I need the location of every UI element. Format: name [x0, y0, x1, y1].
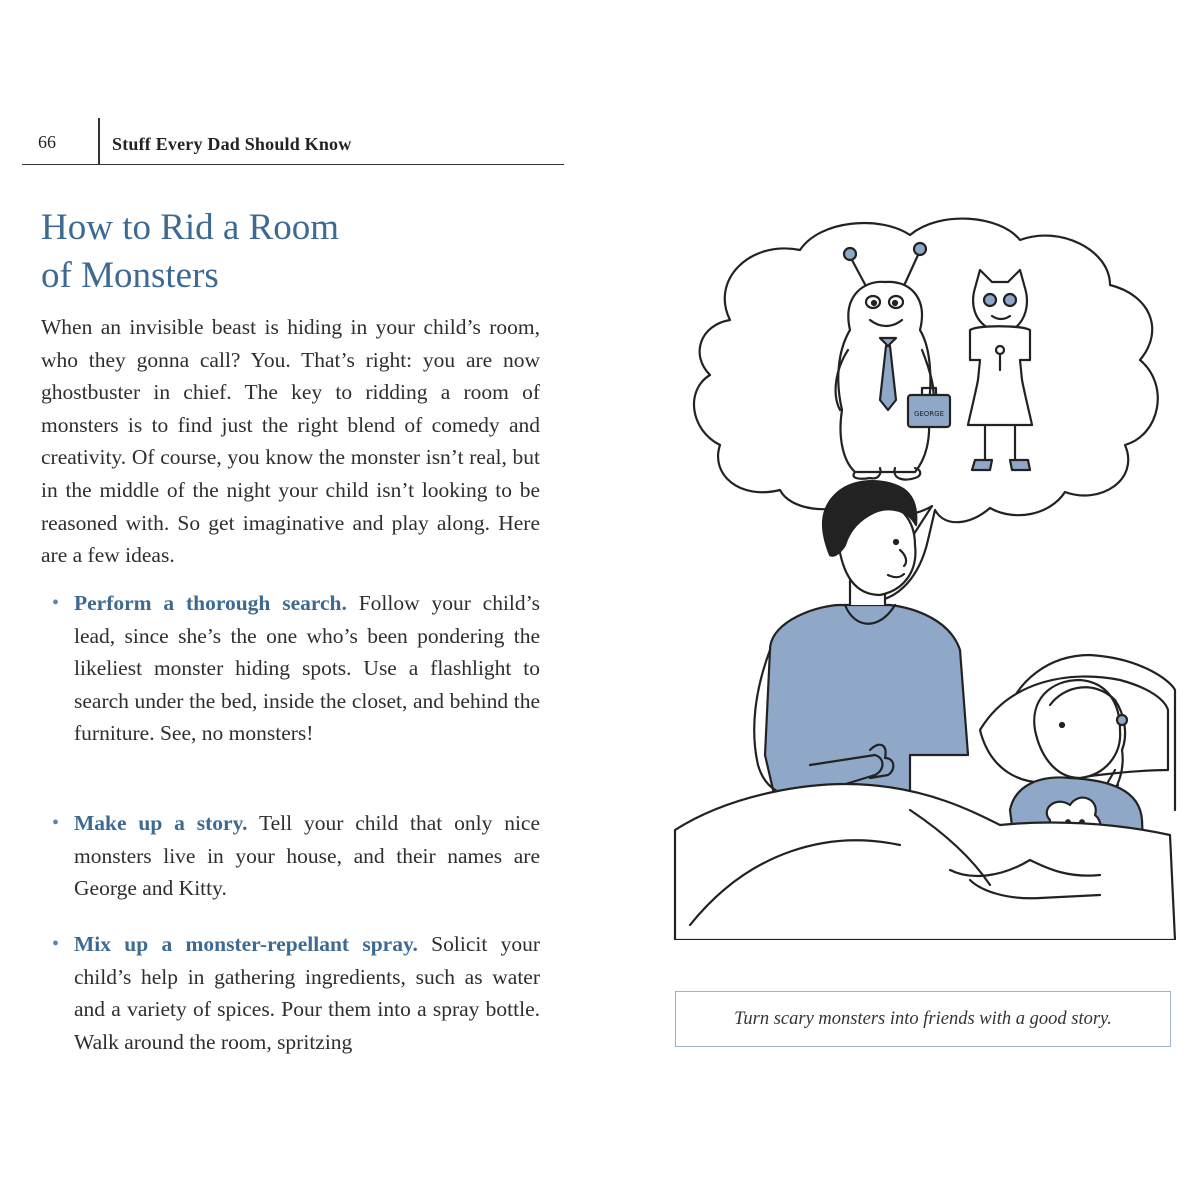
- intro-paragraph: When an invisible beast is hiding in your child’s room, who they gonna call? You. That’s right: you are now ghostbuster in chief. The key to ridding a room of monsters is to find just the right blend of comedy and creativity. Of course, you know the monster isn’t real, but in the middle of the night your child isn’t looking to be reasoned with. So get imaginative and play along. Here are a few ideas.: [41, 315, 540, 568]
- bedtime-illustration: [670, 210, 1180, 940]
- briefcase-label: GEORGE: [913, 410, 945, 418]
- george-monster-figure: [836, 243, 950, 480]
- tip-item: [52, 928, 540, 1058]
- dad-figure: [754, 481, 968, 820]
- article-title-line1: How to Rid a Room: [41, 207, 340, 248]
- tip-lead: Make up a story.: [74, 811, 248, 835]
- tip-item: [52, 807, 541, 905]
- article-title: [41, 204, 561, 300]
- tip-lead: Mix up a monster-repellant spray.: [74, 932, 418, 956]
- bullet-icon: •: [52, 812, 60, 834]
- tip-lead: Perform a thorough search.: [74, 591, 347, 615]
- tip-text: Follow your child’s lead, since she’s the one who’s been pondering the likeliest monster hiding spots. Use a flashlight to search under the bed, inside the closet, and behind the furniture. See, no monsters!: [74, 591, 540, 746]
- tip-text: Tell your child that only nice monsters live in your house, and their names are George and Kitty.: [74, 811, 541, 901]
- bullet-icon: •: [52, 592, 60, 614]
- kitty-monster-figure: [968, 270, 1032, 470]
- bullet-icon: •: [52, 933, 60, 955]
- tip-text: Solicit your child’s help in gathering ingredients, such as water and a variety of spices. Pour them into a spray bottle. Walk around the room, spritzing: [74, 932, 540, 1054]
- caption-box: [675, 991, 1171, 1047]
- running-head: [22, 118, 564, 165]
- article-title-line2: of Monsters: [41, 255, 219, 296]
- tip-item: [52, 587, 540, 750]
- illustration-caption: Turn scary monsters into friends with a good story.: [734, 1008, 1112, 1029]
- book-title: Stuff Every Dad Should Know: [112, 134, 352, 154]
- page-number: 66: [38, 132, 56, 152]
- header-divider: [98, 118, 100, 164]
